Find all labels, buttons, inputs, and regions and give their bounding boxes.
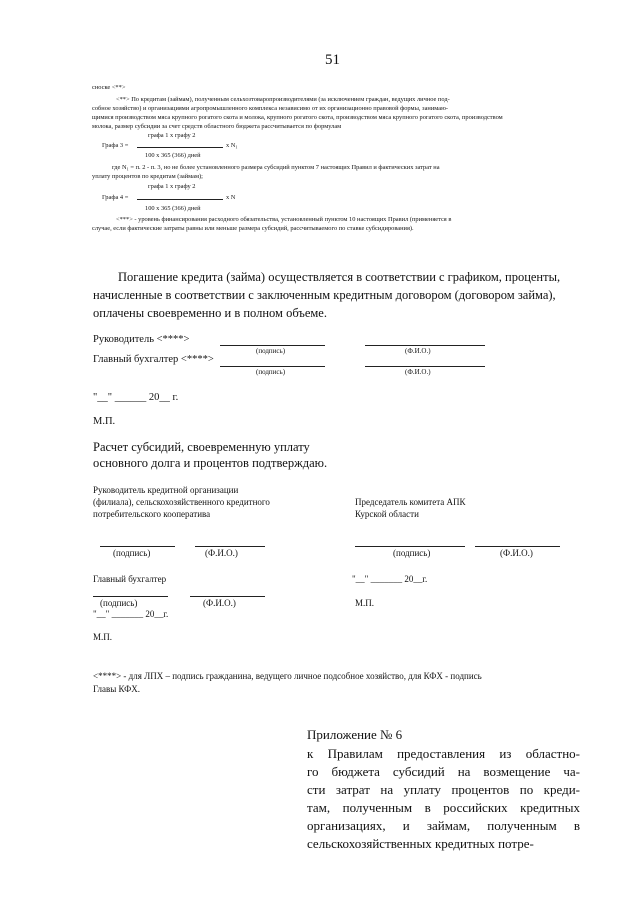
footnote-3-line: <***> - уровень финансирования расходного обязательства, установленный пунктом 10 настоящих Правил (применяется в [116, 216, 452, 223]
confirm-text-line: Расчет субсидий, своевременную уплату [93, 440, 310, 454]
formula-explanation: уплату процентов по кредитам (займам); [92, 173, 203, 180]
name-line [190, 596, 265, 597]
formula4-multiplier: х N [226, 194, 236, 201]
footnote-2-line: щимися производством мяса крупного рогатого скота и молока, крупного рогатого скота, производством мяса крупного рогатого скота, производством [92, 114, 503, 121]
name-line [475, 546, 560, 547]
footnote-4-line: Главы КФХ. [93, 684, 141, 694]
signature-caption: (подпись) [100, 598, 138, 608]
name-caption: (Ф.И.О.) [405, 368, 431, 376]
appendix-line: организациях, и займам, полученным в [307, 818, 580, 833]
formula4-numerator: графа 1 х графу 2 [148, 183, 196, 190]
footnote-3-line: случае, если фактические затраты равны или меньше размера субсидий, рассчитываемого по ставке субсидирования). [92, 225, 414, 232]
formula3-numerator: графа 1 х графу 2 [148, 132, 196, 139]
signature-line [93, 596, 168, 597]
name-line [365, 345, 485, 346]
footnote-4-line: <****> - для ЛПХ – подпись гражданина, ведущего личное подсобное хозяйство, для КФХ - подпись [93, 671, 482, 681]
repayment-text-line: Погашение кредита (займа) осуществляется в соответствии с графиком, проценты, [118, 270, 561, 284]
fraction-bar [137, 147, 223, 148]
footnote-intro: сноске <**> [92, 84, 126, 91]
signature-caption: (подпись) [256, 347, 286, 355]
stamp-place: М.П. [93, 632, 113, 642]
formula3-multiplier: х N₁ [226, 142, 238, 149]
formula3-denominator: 100 х 365 (366) дней [145, 152, 201, 159]
signature-line [220, 345, 325, 346]
repayment-text-line: оплачены своевременно и в полном объеме. [93, 306, 327, 320]
signature-caption: (подпись) [393, 548, 431, 558]
signature-caption: (подпись) [256, 368, 286, 376]
date-field: "__" _______ 20__г. [93, 609, 169, 619]
name-caption: (Ф.И.О.) [405, 347, 431, 355]
credit-org-label: (филиала), сельскохозяйственного кредитного [93, 497, 270, 507]
name-caption: (Ф.И.О.) [203, 598, 236, 608]
accountant-signature-label: Главный бухгалтер <****> [93, 354, 214, 365]
name-line [195, 546, 265, 547]
formula-explanation: где N₁ = п. 2 - п. 3, но не более установленного размера субсидий пунктом 7 настоящих Правил и фактических затрат на [112, 164, 440, 171]
signature-line [355, 546, 465, 547]
footnote-2-line: молока, размер субсидии за счет средств областного бюджета рассчитывается по формулам [92, 123, 342, 130]
name-line [365, 366, 485, 367]
accountant-label: Главный бухгалтер [93, 574, 167, 584]
formula4-label: Графа 4 = [102, 194, 129, 201]
fraction-bar [137, 199, 223, 200]
signature-caption: (подпись) [113, 548, 151, 558]
appendix-title: Приложение № 6 [307, 727, 403, 742]
chairman-label: Курской области [355, 509, 419, 519]
footnote-2-line: собное хозяйство) и организациями агропромышленного комплекса независимо от их организационно правовой формы, занимаю- [92, 105, 448, 112]
signature-line [100, 546, 175, 547]
appendix-line: сти затрат на уплату процентов по креди- [307, 782, 580, 797]
date-field: "__" ______ 20__ г. [93, 392, 179, 403]
name-caption: (Ф.И.О.) [205, 548, 238, 558]
appendix-line: там, полученным в российских кредитных [307, 800, 580, 815]
appendix-line: к Правилам предоставления из областно- [307, 746, 580, 761]
confirm-text-line: основного долга и процентов подтверждаю. [93, 456, 328, 470]
stamp-place: М.П. [93, 416, 116, 427]
appendix-line: сельскохозяйственных кредитных потре- [307, 836, 534, 851]
footnote-2-line: <**> По кредитам (займам), полученным сельхозтоваропроизводителями (за исключением граждан, ведущих личное под- [116, 96, 450, 103]
head-signature-label: Руководитель <****> [93, 334, 190, 345]
repayment-text-line: начисленные в соответствии с заключенным кредитным договором (договором займа), [93, 288, 556, 302]
chairman-label: Председатель комитета АПК [355, 497, 466, 507]
formula4-denominator: 100 х 365 (366) дней [145, 205, 201, 212]
formula3-label: Графа 3 = [102, 142, 129, 149]
stamp-place: М.П. [355, 598, 375, 608]
appendix-line: го бюджета субсидий на возмещение ча- [307, 764, 580, 779]
signature-line [220, 366, 325, 367]
credit-org-label: потребительского кооператива [93, 509, 211, 519]
name-caption: (Ф.И.О.) [500, 548, 533, 558]
date-field: "__" _______ 20__г. [352, 574, 428, 584]
credit-org-label: Руководитель кредитной организации [93, 485, 239, 495]
page-number: 51 [325, 52, 340, 68]
